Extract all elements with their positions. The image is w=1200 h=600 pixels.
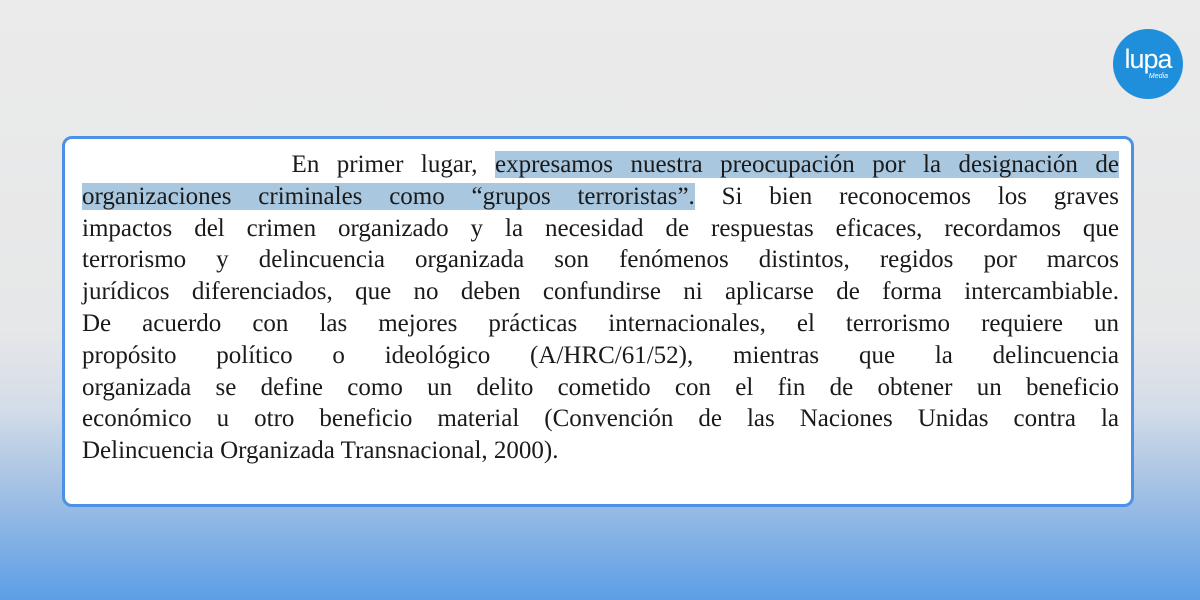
document-excerpt-card — [62, 136, 1134, 507]
text-line: propósito político o ideológico (A/HRC/61/52), mientras que la delincuencia — [82, 341, 1119, 369]
logo-text: lupa — [1124, 44, 1172, 74]
text-line: De acuerdo con las mejores prácticas internacionales, el terrorismo requiere un — [82, 309, 1119, 337]
text-line: impactos del crimen organizado y la necesidad de respuestas eficaces, recordamos que — [82, 214, 1119, 242]
highlighted-text: organizaciones criminales como “grupos terroristas”. — [82, 182, 695, 210]
logo-subtext: Media — [1148, 73, 1168, 80]
text-line: jurídicos diferenciados, que no deben confundirse ni aplicarse de forma intercambiable. — [82, 278, 1119, 306]
text-line: organizada se define como un delito cometido con el fin de obtener un beneficio — [82, 373, 1119, 401]
text-line: Delincuencia Organizada Transnacional, 2000). — [82, 437, 559, 465]
lupa-media-logo — [1113, 29, 1183, 99]
text-line: terrorismo y delincuencia organizada son fenómenos distintos, regidos por marcos — [82, 246, 1119, 274]
document-paragraph — [82, 149, 1119, 467]
text-line: económico u otro beneficio material (Convención de las Naciones Unidas contra la — [82, 405, 1119, 433]
text-line: organizaciones criminales como “grupos terroristas”. Si bien reconocemos los graves — [82, 182, 1120, 210]
text-line: En primer lugar, expresamos nuestra preocupación por la designación de — [82, 151, 1119, 178]
highlighted-text: expresamos nuestra preocupación por la designación de — [494, 151, 1119, 178]
